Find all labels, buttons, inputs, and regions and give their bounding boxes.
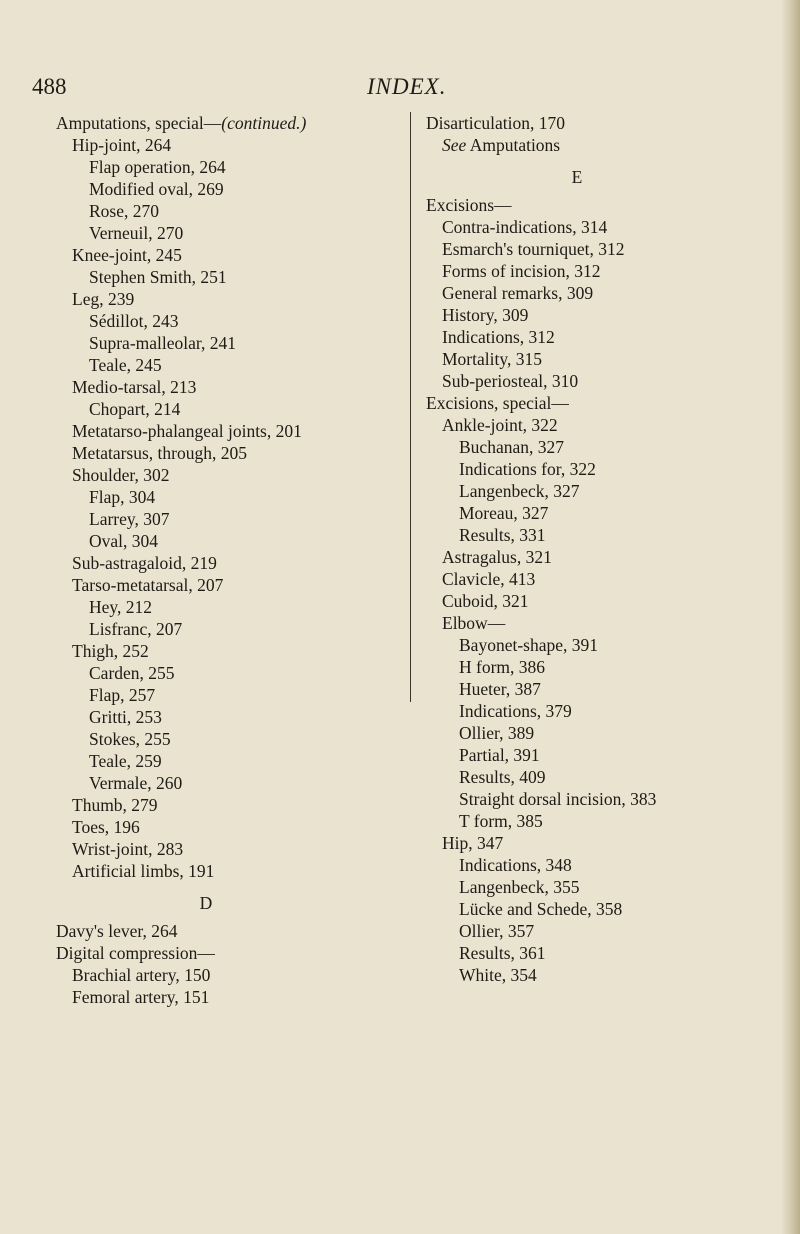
- index-entry: [426, 832, 781, 854]
- index-entry-text: Hip, 347: [442, 833, 504, 853]
- index-entry-text: Sub-periosteal, 310: [442, 371, 579, 391]
- page-title: INDEX.: [367, 74, 447, 99]
- index-entry: [426, 260, 781, 282]
- index-entry-text: Indications, 348: [459, 855, 572, 875]
- index-entry-text: Lisfranc, 207: [89, 619, 183, 639]
- index-entry-text: H form, 386: [459, 657, 546, 677]
- index-entry: [56, 662, 401, 684]
- index-entry-text: Artificial limbs, 191: [72, 861, 215, 881]
- index-entry: [56, 942, 401, 964]
- index-entry-text: Contra-indications, 314: [442, 217, 608, 237]
- index-entry: [426, 898, 781, 920]
- index-entry-text: Davy's lever, 264: [56, 921, 178, 941]
- index-entry: [426, 348, 781, 370]
- index-entry: [56, 920, 401, 942]
- index-entry: [426, 392, 781, 414]
- index-entry-text: Femoral artery, 151: [72, 987, 210, 1007]
- index-entry-text: Flap operation, 264: [89, 157, 226, 177]
- index-entry: [56, 222, 401, 244]
- page-edge-shadow: [782, 0, 800, 1234]
- index-entry: [56, 288, 401, 310]
- index-entry: [426, 920, 781, 942]
- index-entry: [426, 964, 781, 986]
- index-entry: [56, 794, 401, 816]
- index-entry-text: Astragalus, 321: [442, 547, 552, 567]
- index-entry: [56, 750, 401, 772]
- index-entry: [426, 942, 781, 964]
- index-entry: [56, 684, 401, 706]
- index-entry-text: Oval, 304: [89, 531, 159, 551]
- index-entry: [426, 414, 781, 436]
- index-entry: [426, 238, 781, 260]
- index-entry: [426, 722, 781, 744]
- index-entry-text: Indications, 312: [442, 327, 555, 347]
- index-entry-text: Esmarch's tourniquet, 312: [442, 239, 625, 259]
- index-entry-text: Lücke and Schede, 358: [459, 899, 623, 919]
- section-letter-heading: [56, 882, 356, 920]
- index-entry-text: Toes, 196: [72, 817, 140, 837]
- index-entry-text: Results, 331: [459, 525, 546, 545]
- index-entry-text: Metatarso-phalangeal joints, 201: [72, 421, 302, 441]
- index-entry-text: Langenbeck, 355: [459, 877, 580, 897]
- index-entry: [56, 156, 401, 178]
- index-entry: [426, 700, 781, 722]
- index-entry-text: Cuboid, 321: [442, 591, 529, 611]
- index-entry-text: General remarks, 309: [442, 283, 594, 303]
- index-entry-text: Supra-malleolar, 241: [89, 333, 237, 353]
- index-entry-text: Shoulder, 302: [72, 465, 170, 485]
- index-entry-text: Amputations, special—: [56, 113, 222, 133]
- index-entry: [56, 816, 401, 838]
- index-entry: [426, 678, 781, 700]
- index-entry: [56, 508, 401, 530]
- index-entry: [426, 810, 781, 832]
- index-entry: [426, 546, 781, 568]
- index-entry-text: Sédillot, 243: [89, 311, 179, 331]
- index-entry-text: History, 309: [442, 305, 529, 325]
- index-entry: [56, 728, 401, 750]
- index-entry-text: Carden, 255: [89, 663, 175, 683]
- index-entry-text: Forms of incision, 312: [442, 261, 601, 281]
- index-entry: [56, 134, 401, 156]
- index-entry: [56, 332, 401, 354]
- index-entry-text: Chopart, 214: [89, 399, 181, 419]
- index-entry: [56, 618, 401, 640]
- index-entry-text: Straight dorsal incision, 383: [459, 789, 657, 809]
- index-entry-text: Gritti, 253: [89, 707, 162, 727]
- index-entry-text: Ollier, 357: [459, 921, 535, 941]
- index-entry-text: Buchanan, 327: [459, 437, 564, 457]
- index-entry-text: Hueter, 387: [459, 679, 541, 699]
- index-entry: [56, 860, 401, 882]
- index-entry: [56, 420, 401, 442]
- index-entry-text: Excisions, special—: [426, 393, 569, 413]
- section-letter-heading: [426, 156, 728, 194]
- index-entry-text: Moreau, 327: [459, 503, 549, 523]
- index-entry-text: Brachial artery, 150: [72, 965, 211, 985]
- index-entry: [426, 612, 781, 634]
- index-entry: [56, 398, 401, 420]
- index-entry: [426, 788, 781, 810]
- index-entry-text: Knee-joint, 245: [72, 245, 182, 265]
- index-entry-text: Excisions—: [426, 195, 512, 215]
- index-entry: [56, 200, 401, 222]
- index-entry-text: Medio-tarsal, 213: [72, 377, 197, 397]
- index-entry-text: Digital compression—: [56, 943, 215, 963]
- index-entry-text: Metatarsus, through, 205: [72, 443, 247, 463]
- index-entry: [426, 458, 781, 480]
- index-entry-text: Rose, 270: [89, 201, 159, 221]
- index-entry-text: Verneuil, 270: [89, 223, 184, 243]
- index-entry: [56, 486, 401, 508]
- index-entry-text: Teale, 245: [89, 355, 162, 375]
- index-entry-text: Stokes, 255: [89, 729, 171, 749]
- index-entry-text: Hip-joint, 264: [72, 135, 172, 155]
- index-entry-text: See: [442, 135, 467, 155]
- index-entry-text: Partial, 391: [459, 745, 540, 765]
- index-entry: [426, 524, 781, 546]
- index-entry: [56, 986, 401, 1008]
- index-entry: [56, 244, 401, 266]
- index-entry: [56, 640, 401, 662]
- index-entry-text: Teale, 259: [89, 751, 162, 771]
- index-entry-text: Ollier, 389: [459, 723, 535, 743]
- index-entry: [56, 772, 401, 794]
- index-entry-text: Tarso-metatarsal, 207: [72, 575, 224, 595]
- index-entry-text: Ankle-joint, 322: [442, 415, 558, 435]
- index-entry-text: Results, 409: [459, 767, 546, 787]
- index-entry: [56, 178, 401, 200]
- index-entry-text: Modified oval, 269: [89, 179, 224, 199]
- index-entry: [426, 656, 781, 678]
- index-entry-text: Stephen Smith, 251: [89, 267, 227, 287]
- index-entry: [426, 876, 781, 898]
- index-entry-text: Disarticulation, 170: [426, 113, 566, 133]
- index-entry: [56, 112, 401, 134]
- section-letter: D: [199, 893, 213, 913]
- index-entry: [426, 216, 781, 238]
- index-entry-suffix: (continued.): [221, 113, 307, 133]
- index-entry-text: Larrey, 307: [89, 509, 170, 529]
- column-divider: [410, 112, 411, 702]
- index-entry-text: Vermale, 260: [89, 773, 183, 793]
- index-entry-text: Langenbeck, 327: [459, 481, 580, 501]
- index-entry: [426, 502, 781, 524]
- index-entry: [426, 766, 781, 788]
- index-entry-text: Clavicle, 413: [442, 569, 536, 589]
- index-entry-text: Leg, 239: [72, 289, 135, 309]
- index-entry-text: Thumb, 279: [72, 795, 158, 815]
- index-entry: [426, 112, 781, 134]
- index-entry-text: Indications for, 322: [459, 459, 596, 479]
- index-entry-text: Results, 361: [459, 943, 546, 963]
- index-entry-text: Thigh, 252: [72, 641, 149, 661]
- index-entry: [56, 596, 401, 618]
- index-entry: [426, 326, 781, 348]
- index-entry: [426, 590, 781, 612]
- index-entry: [426, 282, 781, 304]
- index-entry: [426, 568, 781, 590]
- index-entry: [426, 854, 781, 876]
- index-entry: [56, 964, 401, 986]
- index-entry: [56, 464, 401, 486]
- index-entry: [426, 480, 781, 502]
- index-column-left: [56, 112, 401, 1008]
- index-entry: [426, 744, 781, 766]
- index-entry-suffix: Amputations: [466, 135, 561, 155]
- index-entry: [426, 370, 781, 392]
- index-entry-text: Flap, 257: [89, 685, 156, 705]
- index-entry-text: Hey, 212: [89, 597, 153, 617]
- index-entry: [56, 354, 401, 376]
- index-entry-text: Bayonet-shape, 391: [459, 635, 598, 655]
- index-entry: [426, 304, 781, 326]
- index-entry: [56, 706, 401, 728]
- index-entry-text: White, 354: [459, 965, 537, 985]
- index-entry: [56, 376, 401, 398]
- index-entry: [56, 838, 401, 860]
- index-entry: [426, 194, 781, 216]
- index-entry-text: Sub-astragaloid, 219: [72, 553, 217, 573]
- index-entry-text: Elbow—: [442, 613, 506, 633]
- index-entry-text: Wrist-joint, 283: [72, 839, 184, 859]
- index-column-right: [426, 112, 781, 986]
- index-entry: [56, 266, 401, 288]
- index-entry-text: Indications, 379: [459, 701, 572, 721]
- index-entry: [56, 552, 401, 574]
- page-number: 488: [32, 74, 67, 99]
- index-entry: [56, 574, 401, 596]
- index-entry: [426, 134, 781, 156]
- index-entry: [426, 436, 781, 458]
- index-entry-text: Flap, 304: [89, 487, 156, 507]
- section-letter: E: [571, 167, 583, 187]
- index-entry: [56, 530, 401, 552]
- index-entry-text: T form, 385: [459, 811, 543, 831]
- index-entry-text: Mortality, 315: [442, 349, 542, 369]
- index-entry: [56, 310, 401, 332]
- index-entry: [426, 634, 781, 656]
- index-entry: [56, 442, 401, 464]
